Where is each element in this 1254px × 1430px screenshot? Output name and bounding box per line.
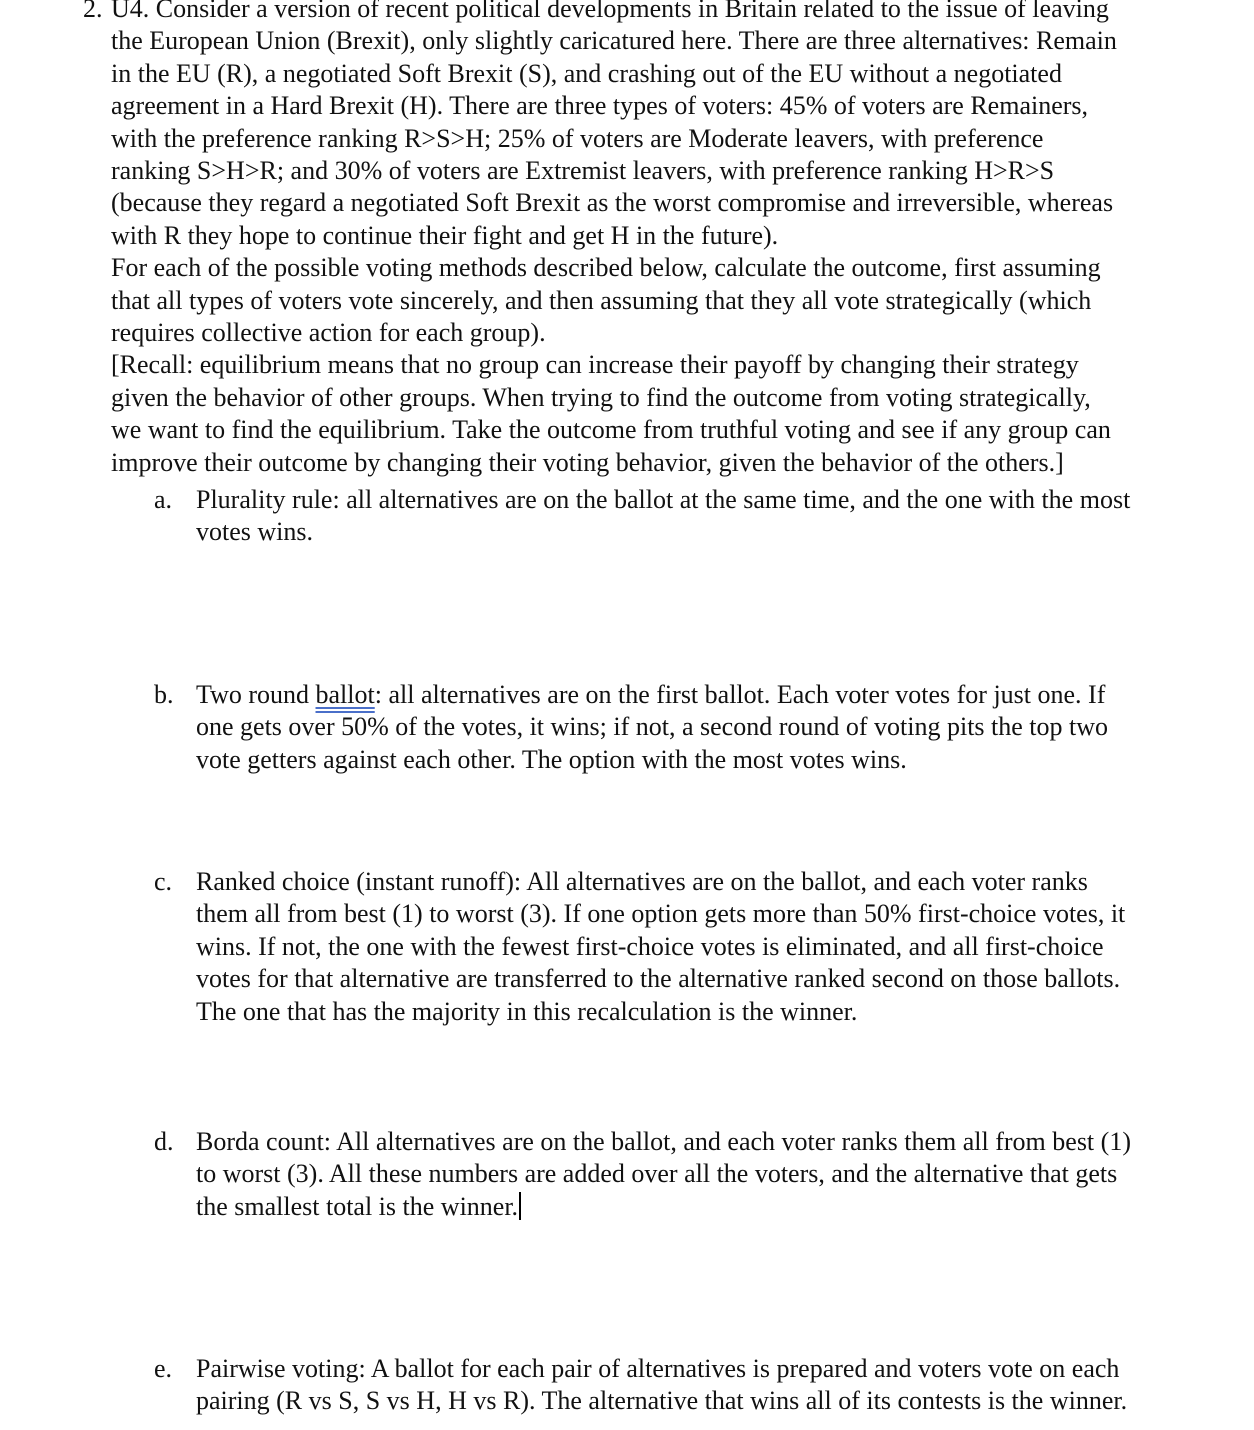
text-line: one gets over 50% of the votes, it wins; if not, a second round of voting pits the top two [196,712,1109,742]
question-2 [0,0,1254,479]
text-line: improve their outcome by changing their voting behavior, given the behavior of the others.] [111,447,1064,477]
text-line: votes wins. [196,517,313,547]
text-cursor [519,1192,521,1220]
recall-note[interactable] [111,349,1221,479]
text-line: For each of the possible voting methods described below, calculate the outcome, first assuming [111,253,1101,283]
text-line: in the EU (R), a negotiated Soft Brexit (S), and crashing out of the EU without a negotiated [111,58,1062,88]
part-text[interactable] [196,1353,1226,1418]
part-letter: a. [154,485,173,514]
part-letter: c. [154,867,173,896]
part-e-pairwise-voting[interactable] [0,1353,1254,1418]
text-line: votes for that alternative are transferred to the alternative ranked second on those ballots. [196,964,1121,994]
text-line: the smallest total is the winner. [196,1191,519,1221]
question-number: 2. [83,0,103,23]
text-line: that all types of voters vote sincerely, and then assuming that they all vote strategically (which [111,285,1092,315]
text-line [196,680,1105,709]
text-line: ranking S>H>R; and 30% of voters are Extremist leavers, with preference ranking H>R>S [111,156,1055,186]
text-line: [Recall: equilibrium means that no group can increase their payoff by changing their strategy [111,350,1079,380]
text-line: pairing (R vs S, S vs H, H vs R). The alternative that wins all of its contests is the winner. [196,1386,1128,1416]
part-a-plurality-rule[interactable] [0,484,1254,549]
text-line: them all from best (1) to worst (3). If one option gets more than 50% first-choice votes, it [196,899,1126,929]
question-instructions[interactable] [111,252,1221,349]
text-line: to worst (3). All these numbers are added over all the voters, and the alternative that gets [196,1159,1118,1189]
part-letter: b. [154,680,174,709]
question-intro[interactable] [111,0,1221,252]
text-fragment: : all alternatives are on the first ballot. Each voter votes for just one. If [374,680,1106,709]
text-line: requires collective action for each group). [111,318,546,348]
part-text[interactable] [196,484,1226,549]
text-line: (because they regard a negotiated Soft Brexit as the worst compromise and irreversible, whereas [111,188,1114,218]
part-letter: d. [154,1127,174,1156]
text-line: with the preference ranking R>S>H; 25% of voters are Moderate leavers, with preference [111,123,1044,153]
part-letter: e. [154,1354,173,1383]
text-line: agreement in a Hard Brexit (H). There are three types of voters: 45% of voters are Remainers, [111,91,1089,121]
text-line: vote getters against each other. The option with the most votes wins. [196,744,907,774]
text-line: we want to find the equilibrium. Take the outcome from truthful voting and see if any group can [111,415,1111,445]
part-d-borda-count[interactable] [0,1126,1254,1223]
text-line: the European Union (Brexit), only slightly caricatured here. There are three alternatives: Remain [111,26,1117,56]
text-line: Pairwise voting: A ballot for each pair of alternatives is prepared and voters vote on each [196,1354,1120,1383]
grammar-flagged-word[interactable]: ballot [315,680,375,709]
part-text[interactable] [196,1126,1226,1223]
part-text[interactable] [196,679,1226,776]
part-c-ranked-choice[interactable] [0,866,1254,1028]
question-body[interactable] [111,0,1221,479]
text-fragment: Two round [196,680,316,709]
part-b-two-round-ballot[interactable] [0,679,1254,776]
text-line: given the behavior of other groups. When trying to find the outcome from voting strategically, [111,382,1091,412]
text-line: Plurality rule: all alternatives are on the ballot at the same time, and the one with the most [196,485,1131,514]
text-line: Ranked choice (instant runoff): All alternatives are on the ballot, and each voter ranks [196,867,1088,896]
text-line: The one that has the majority in this recalculation is the winner. [196,996,858,1026]
text-line: Borda count: All alternatives are on the ballot, and each voter ranks them all from best (1) [196,1127,1131,1156]
text-line: U4. Consider a version of recent political developments in Britain related to the issue of leaving [111,0,1109,23]
part-text[interactable] [196,866,1226,1028]
text-line: with R they hope to continue their fight and get H in the future). [111,220,779,250]
text-line: wins. If not, the one with the fewest first-choice votes is eliminated, and all first-choice [196,931,1104,961]
